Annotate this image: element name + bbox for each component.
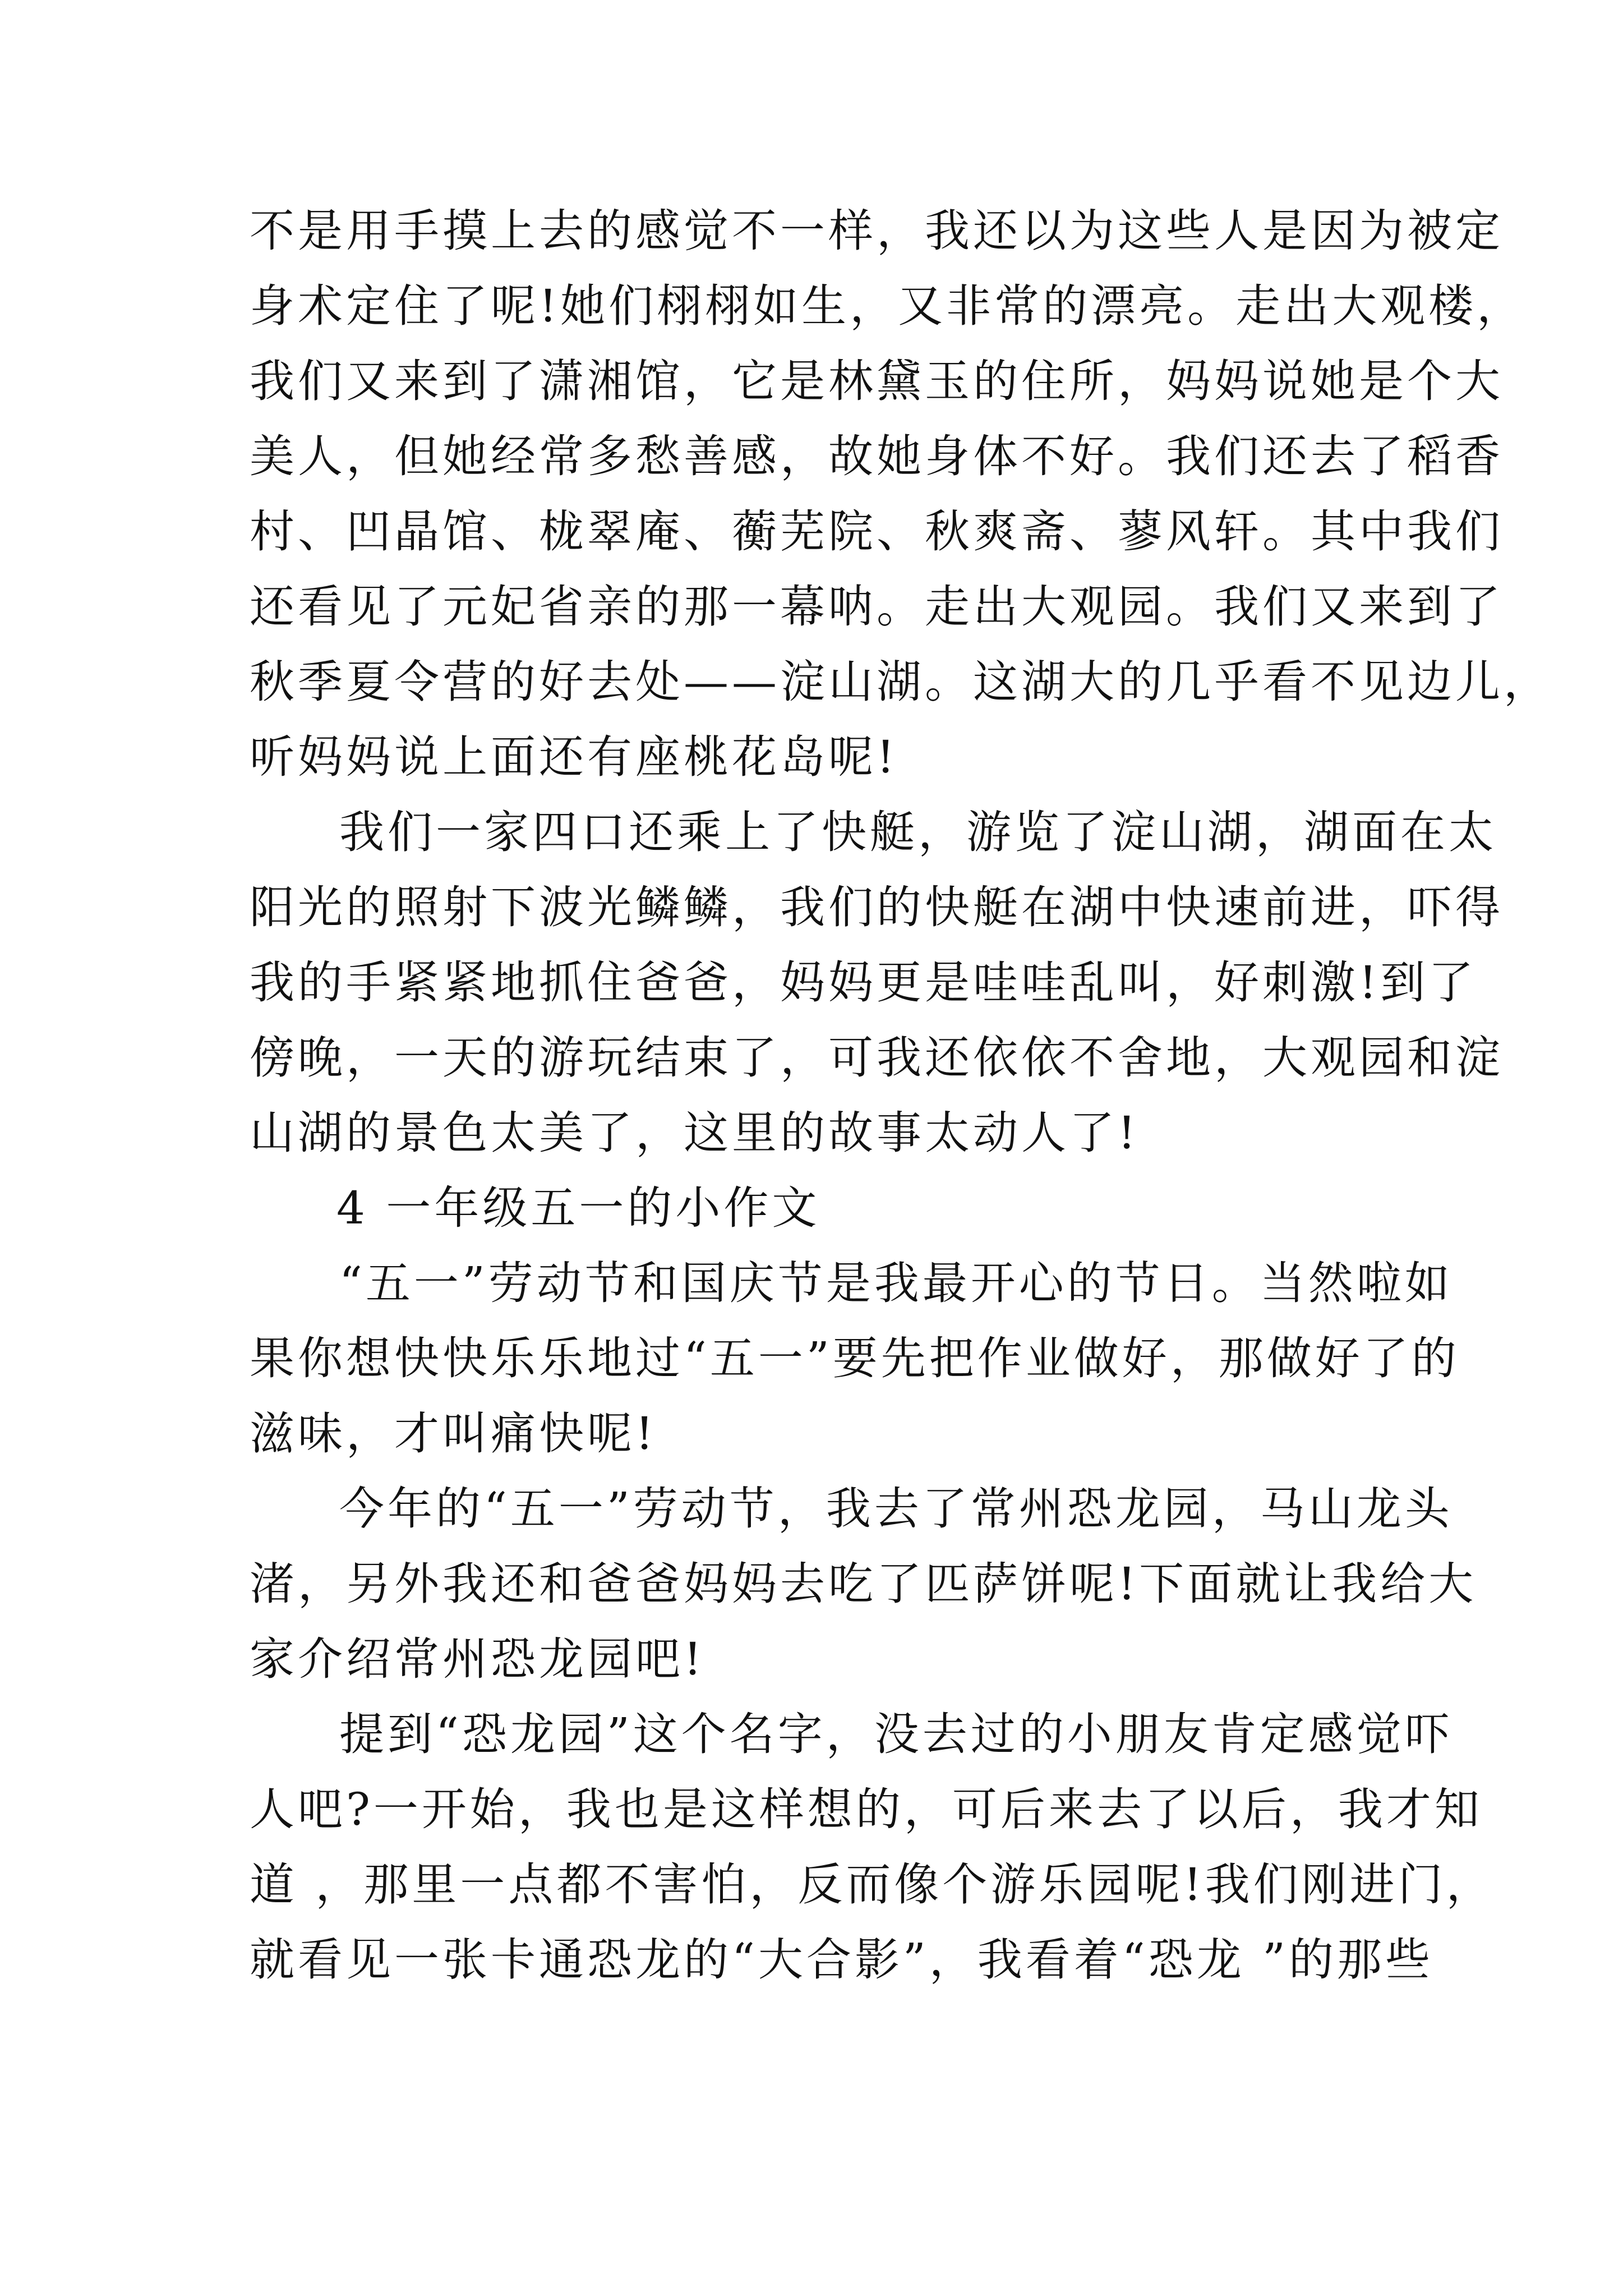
section-heading: 4 一年级五一的小作文 xyxy=(336,1182,820,1234)
text-line: 听妈妈说上面还有座桃花岛呢! xyxy=(250,731,898,783)
text-line: 就看见一张卡通恐龙的“大合影”，我看着“恐龙 ”的那些 xyxy=(250,1934,1434,1986)
text-line: 提到“恐龙园”这个名字，没去过的小朋友肯定感觉吓 xyxy=(339,1708,1453,1760)
text-line: 秋季夏令营的好去处——淀山湖。这湖大的几乎看不见边儿， xyxy=(250,656,1552,708)
text-line: 我们又来到了潇湘馆，它是林黛玉的住所，妈妈说她是个大 xyxy=(250,355,1504,407)
text-line: 家介绍常州恐龙园吧! xyxy=(250,1633,706,1685)
text-line: 我的手紧紧地抓住爸爸，妈妈更是哇哇乱叫，好刺激!到了 xyxy=(250,956,1477,1009)
text-line: 阳光的照射下波光鳞鳞，我们的快艇在湖中快速前进，吓得 xyxy=(250,881,1504,933)
text-line: 傍晚，一天的游玩结束了，可我还依依不舍地，大观园和淀 xyxy=(250,1032,1504,1084)
text-line: 今年的“五一”劳动节，我去了常州恐龙园，马山龙头 xyxy=(339,1483,1453,1535)
text-line: 美人，但她经常多愁善感，故她身体不好。我们还去了稻香 xyxy=(250,430,1504,482)
text-line: 村、凹晶馆、栊翠庵、蘅芜院、秋爽斋、蓼风轩。其中我们 xyxy=(250,505,1504,558)
text-line: 果你想快快乐乐地过“五一”要先把作业做好，那做好了的 xyxy=(250,1332,1460,1384)
text-line: 还看见了元妃省亲的那一幕呐。走出大观园。我们又来到了 xyxy=(250,581,1504,633)
essay-text xyxy=(250,194,1552,1998)
text-line: 道 ，那里一点都不害怕，反而像个游乐园呢!我们刚进门， xyxy=(250,1858,1495,1911)
text-line: 不是用手摸上去的感觉不一样，我还以为这些人是因为被定 xyxy=(250,205,1504,257)
text-line: 山湖的景色太美了，这里的故事太动人了! xyxy=(250,1107,1140,1159)
text-line: “五一”劳动节和国庆节是我最开心的节日。当然啦如 xyxy=(339,1257,1453,1309)
text-line: 渚，另外我还和爸爸妈妈去吃了匹萨饼呢!下面就让我给大 xyxy=(250,1558,1477,1610)
text-line: 身术定住了呢!她们栩栩如生，又非常的漂亮。走出大观楼， xyxy=(250,280,1525,332)
text-line: 我们一家四口还乘上了快艇，游览了淀山湖，湖面在太 xyxy=(339,806,1497,858)
text-line: 滋味，才叫痛快呢! xyxy=(250,1407,657,1460)
text-line: 人吧?一开始，我也是这样想的，可后来去了以后，我才知 xyxy=(250,1783,1483,1835)
